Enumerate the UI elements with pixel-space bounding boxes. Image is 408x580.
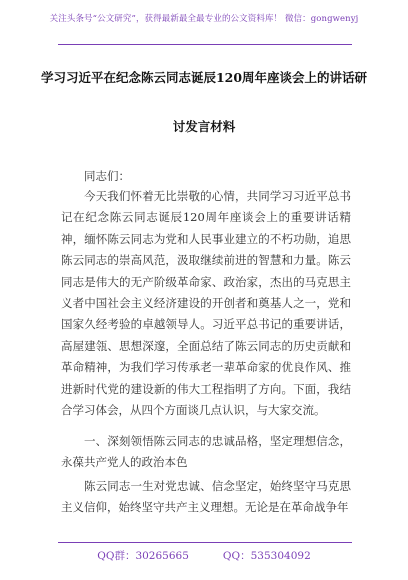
body-paragraph-1: 今天我们怀着无比崇敬的心情，共同学习习近平总书记在纪念陈云同志诞辰120周年座谈会上的重要讲话精神，缅怀陈云同志为党和人民事业建立的不朽功勋，追思陈云同志的崇高风范，汲取继续前进的智慧和力量。陈云同志是伟大的无产阶级革命家、政治家，杰出的马克思主义者中国社会主义经济建设的开创者和奠基人之一，党和国家久经考验的卓越领导人。习近平总书记的重要讲话，高屋建瓴、思想深邃，全面总结了陈云同志的历史贡献和革命精神，为我们学习传承老一辈革命家的优良作风、推进新时代党的建设新的伟大工程指明了方向。下面，我结合学习体会，从四个方面谈几点认识，与大家交流。	[61, 189, 351, 418]
page-header-banner: 关注头条号“公文研究”，获得最新最全最专业的公文资料库！ 微信：gongwenyj	[49, 14, 359, 24]
document-title-line-2: 讨发言材料	[172, 119, 236, 134]
document-title-line-1: 学习习近平在纪念陈云同志诞辰120周年座谈会上的讲话研	[40, 70, 368, 85]
footer-divider	[58, 542, 352, 543]
header-divider	[58, 44, 352, 45]
salutation: 同志们：	[84, 169, 130, 183]
page-footer	[0, 548, 408, 563]
footer-qq-group: QQ群：30265665	[97, 550, 189, 562]
section-heading-1: 一、深刻领悟陈云同志的忠诚品格，坚定理想信念，永葆共产党人的政治本色	[61, 434, 351, 470]
body-paragraph-2: 陈云同志一生对党忠诚、信念坚定，始终坚守马克思主义信仰，始终坚守共产主义理想。无论是在革命战争年	[61, 479, 351, 515]
footer-qq-contact: QQ：535304092	[222, 550, 311, 562]
